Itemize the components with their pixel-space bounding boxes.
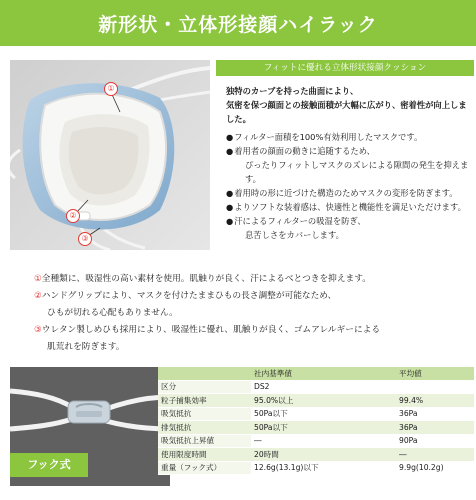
feature-panel [216, 60, 474, 242]
note-2 [34, 288, 474, 322]
spec-header-cell [158, 367, 251, 380]
spec-header-cell: 社内基準値 [251, 367, 396, 380]
spec-row [158, 421, 474, 435]
note-number: ① [34, 274, 42, 284]
spec-average: 36Pa [396, 407, 474, 421]
panel-lead-line: 独特のカーブを持った曲面により、 [226, 86, 359, 96]
spec-average: 90Pa [396, 434, 474, 448]
spec-row [158, 461, 474, 475]
note-text: ハンドグリップにより、マスクを付けたままひもの長さ調整が可能なため、 [41, 291, 337, 301]
spec-standard: ― [251, 434, 396, 448]
spec-standard: 50Pa以下 [251, 421, 396, 435]
page-title: 新形状・立体形接顔ハイラック [98, 13, 378, 36]
mask-product-photo [10, 60, 210, 250]
feature-item [226, 130, 474, 144]
note-text: ウレタン製しめひも採用により、吸湿性に優れ、肌触りが良く、ゴムアレルギーによる [41, 325, 381, 335]
spec-average [396, 380, 474, 394]
note-text: 全種類に、吸湿性の高い素材を使用。肌触りが良く、汗によるべとつきを抑えます。 [41, 274, 371, 284]
hook-photo [10, 367, 170, 486]
callout-1: ① [104, 82, 118, 96]
bullet-icon: ● [226, 202, 234, 212]
hook-type-label: フック式 [10, 453, 88, 477]
spec-average: 36Pa [396, 421, 474, 435]
spec-label: 粒子捕集効率 [158, 394, 251, 408]
spec-standard: 95.0%以上 [251, 394, 396, 408]
note-number: ③ [34, 325, 42, 335]
spec-standard: DS2 [251, 380, 396, 394]
panel-lead [226, 84, 474, 126]
feature-text-cont: 息苦しさをカバーします。 [245, 230, 344, 240]
note-text-cont: 肌荒れを防ぎます。 [47, 342, 125, 352]
bullet-icon: ● [226, 188, 234, 198]
panel-header: フィットに優れる立体形状接顔クッション [216, 60, 474, 76]
bullet-icon: ● [226, 132, 234, 142]
feature-text: 着用時の形に近づけた構造のためマスクの変形を防ぎます。 [234, 188, 458, 198]
spec-standard: 12.6g(13.1g)以下 [251, 461, 396, 475]
spec-label: 使用限度時間 [158, 448, 251, 462]
spec-row [158, 380, 474, 394]
feature-item [226, 186, 474, 200]
spec-header-row [158, 367, 474, 380]
spec-standard: 20時間 [251, 448, 396, 462]
spec-row [158, 394, 474, 408]
panel-lead-line: 気密を保つ顔面との接触面積が大幅に広がり、密着性が向上しました。 [226, 100, 467, 124]
spec-label: 重量（フック式） [158, 461, 251, 475]
spec-average: 99.4% [396, 394, 474, 408]
spec-average: ― [396, 448, 474, 462]
note-number: ② [34, 291, 42, 301]
spec-label: 吸気抵抗 [158, 407, 251, 421]
note-text-cont: ひもが切れる心配もありません。 [47, 308, 178, 318]
feature-text: フィルター面積を100%有効利用したマスクです。 [234, 132, 423, 142]
title-banner [0, 0, 476, 46]
spec-label: 区分 [158, 380, 251, 394]
feature-text: 汗によるフィルターの吸湿を防ぎ、 [234, 216, 366, 226]
feature-text: 着用者の顔面の動きに追随するため、 [234, 146, 375, 156]
numbered-notes [34, 271, 474, 356]
callout-3: ③ [78, 232, 92, 246]
spec-row [158, 407, 474, 421]
feature-item [226, 214, 474, 242]
spec-row [158, 434, 474, 448]
spec-label: 排気抵抗 [158, 421, 251, 435]
note-1 [34, 271, 474, 288]
feature-text-cont: ぴったりフィットしマスクのズレによる隙間の発生を抑えます。 [245, 160, 469, 184]
spec-average: 9.9g(10.2g) [396, 461, 474, 475]
spec-row [158, 448, 474, 462]
spec-header-cell: 平均値 [396, 367, 474, 380]
feature-item [226, 200, 474, 214]
callout-2: ② [66, 209, 80, 223]
bullet-icon: ● [226, 146, 234, 156]
note-3 [34, 322, 474, 356]
spec-table [158, 367, 474, 475]
feature-item [226, 144, 474, 186]
feature-text: よりソフトな装着感は、快適性と機能性を満足いただけます。 [234, 202, 466, 212]
spec-label: 吸気抵抗上昇値 [158, 434, 251, 448]
spec-standard: 50Pa以下 [251, 407, 396, 421]
bullet-icon: ● [226, 216, 234, 226]
